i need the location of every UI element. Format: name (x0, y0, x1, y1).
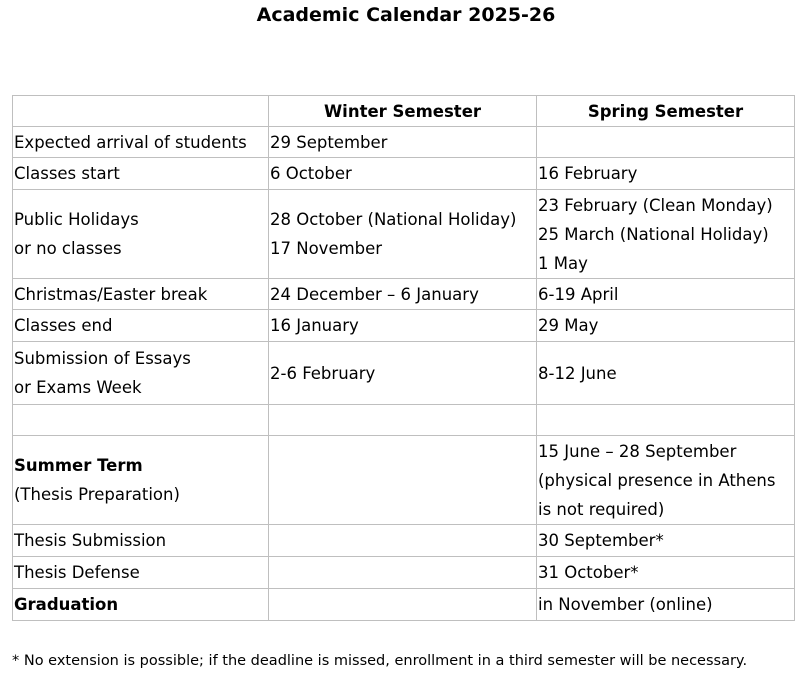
winter-cell-text: 28 October (National Holiday) (270, 210, 517, 229)
winter-cell (269, 127, 537, 158)
row-label (13, 158, 269, 190)
winter-cell-text: 24 December – 6 January (270, 284, 479, 304)
spring-cell-text: (physical presence in Athens (538, 470, 776, 490)
row-label-text: Summer Term (14, 456, 143, 475)
spring-cell-text: 31 October* (538, 563, 639, 582)
row-label (13, 436, 269, 525)
header-spring-semester: Spring Semester (537, 96, 795, 127)
winter-cell (269, 405, 537, 436)
table-row-classes-start (13, 158, 795, 190)
table-row-thesis-submission (13, 525, 795, 557)
spring-cell (537, 279, 795, 310)
row-label-text: Thesis Submission (14, 531, 167, 550)
spring-cell (537, 310, 795, 342)
row-label-text: or Exams Week (14, 378, 142, 397)
spring-cell-text: 15 June – 28 September (538, 441, 737, 461)
table-row-classes-end (13, 310, 795, 342)
table-row-christmas-easter-break (13, 279, 795, 310)
spring-cell-text: 1 May (538, 253, 588, 273)
winter-cell-text: 6 October (270, 164, 352, 183)
row-label (13, 525, 269, 557)
spring-cell (537, 190, 795, 279)
academic-calendar-table (12, 95, 795, 621)
row-label (13, 589, 269, 621)
spring-cell-text: in November (online) (538, 595, 713, 614)
row-label-text: Classes end (14, 316, 113, 335)
spring-cell (537, 158, 795, 190)
row-label-text: Graduation (14, 595, 119, 614)
page-title: Academic Calendar 2025-26 (256, 4, 556, 26)
spring-cell (537, 342, 795, 405)
winter-cell (269, 525, 537, 557)
winter-cell (269, 279, 537, 310)
spring-cell-text: 23 February (Clean Monday) (538, 195, 773, 215)
table-row-public-holidays (13, 190, 795, 279)
table-row-expected-arrival (13, 127, 795, 158)
table-header-row (13, 96, 795, 127)
spring-cell-text: 30 September* (538, 531, 664, 550)
row-label (13, 127, 269, 158)
spring-cell (537, 589, 795, 621)
spring-cell-text: 29 May (538, 316, 599, 335)
table-row-summer-term (13, 436, 795, 525)
row-label (13, 279, 269, 310)
spring-cell (537, 557, 795, 589)
spring-cell (537, 127, 795, 158)
spring-cell-text: 6-19 April (538, 284, 619, 304)
winter-cell (269, 158, 537, 190)
spring-cell-text: 16 February (538, 164, 638, 183)
winter-cell-text: 16 January (270, 316, 359, 335)
winter-cell (269, 436, 537, 525)
header-winter-semester: Winter Semester (269, 96, 537, 127)
row-label-text: Submission of Essays (14, 349, 191, 368)
row-label-text: (Thesis Preparation) (14, 485, 180, 504)
winter-cell (269, 190, 537, 279)
row-label-text: Christmas/Easter break (14, 284, 208, 304)
table-row-graduation (13, 589, 795, 621)
spring-cell (537, 525, 795, 557)
row-label-text: Public Holidays (14, 210, 139, 229)
row-label-text: Classes start (14, 164, 120, 183)
row-label (13, 405, 269, 436)
winter-cell (269, 310, 537, 342)
row-label-text: Expected arrival of students (14, 132, 247, 152)
winter-cell (269, 589, 537, 621)
winter-cell-text: 17 November (270, 239, 383, 258)
footnote: * No extension is possible; if the deadline is missed, enrollment in a third semester will be necessary. (12, 653, 748, 669)
table-row-empty (13, 405, 795, 436)
row-label (13, 190, 269, 279)
spring-cell-text: is not required) (538, 499, 665, 519)
spring-cell-text: 25 March (National Holiday) (538, 224, 769, 244)
table-row-submission-exams (13, 342, 795, 405)
row-label-text: or no classes (14, 239, 122, 258)
winter-cell (269, 342, 537, 405)
row-label (13, 557, 269, 589)
spring-cell-text: 8-12 June (538, 363, 617, 383)
spring-cell (537, 436, 795, 525)
winter-cell-text: 2-6 February (270, 363, 376, 383)
row-label-text: Thesis Defense (14, 563, 140, 582)
row-label (13, 310, 269, 342)
winter-cell (269, 557, 537, 589)
table-row-thesis-defense (13, 557, 795, 589)
row-label (13, 342, 269, 405)
spring-cell (537, 405, 795, 436)
header-cell-empty (13, 96, 269, 127)
winter-cell-text: 29 September (270, 132, 388, 152)
